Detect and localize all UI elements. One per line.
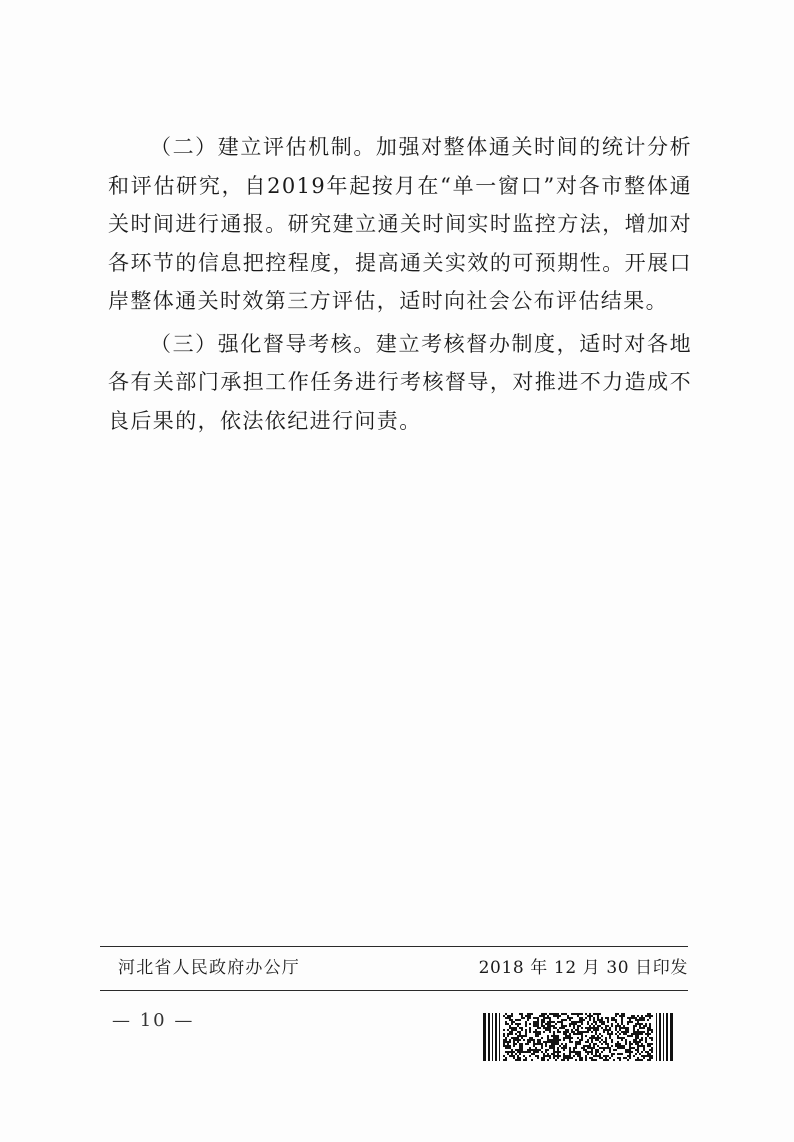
page-number: — 10 — [112, 1010, 195, 1031]
print-date: 2018 年 12 月 30 日印发 [478, 958, 688, 978]
footer-top-rule [100, 946, 688, 947]
footer-bottom-rule [100, 990, 688, 991]
paragraph-evaluation-mechanism: （二）建立评估机制。加强对整体通关时间的统计分析和评估研究，自2019年起按月在“单一窗口”对各市整体通关时间进行通报。研究建立通关时间实时监控方法，增加对各环节的信息把控程度，提高通关实效的可预期性。开展口岸整体通关时效第三方评估，适时向社会公布评估结果。 [108, 135, 692, 313]
issuer-name: 河北省人民政府办公厅 [118, 958, 300, 978]
paragraph-supervision-assessment: （三）强化督导考核。建立考核督办制度，适时对各地各有关部门承担工作任务进行考核督导，对推进不力造成不良后果的，依法依纪进行问责。 [108, 331, 692, 433]
body-text [108, 128, 692, 444]
barcode-icon [483, 1013, 673, 1061]
